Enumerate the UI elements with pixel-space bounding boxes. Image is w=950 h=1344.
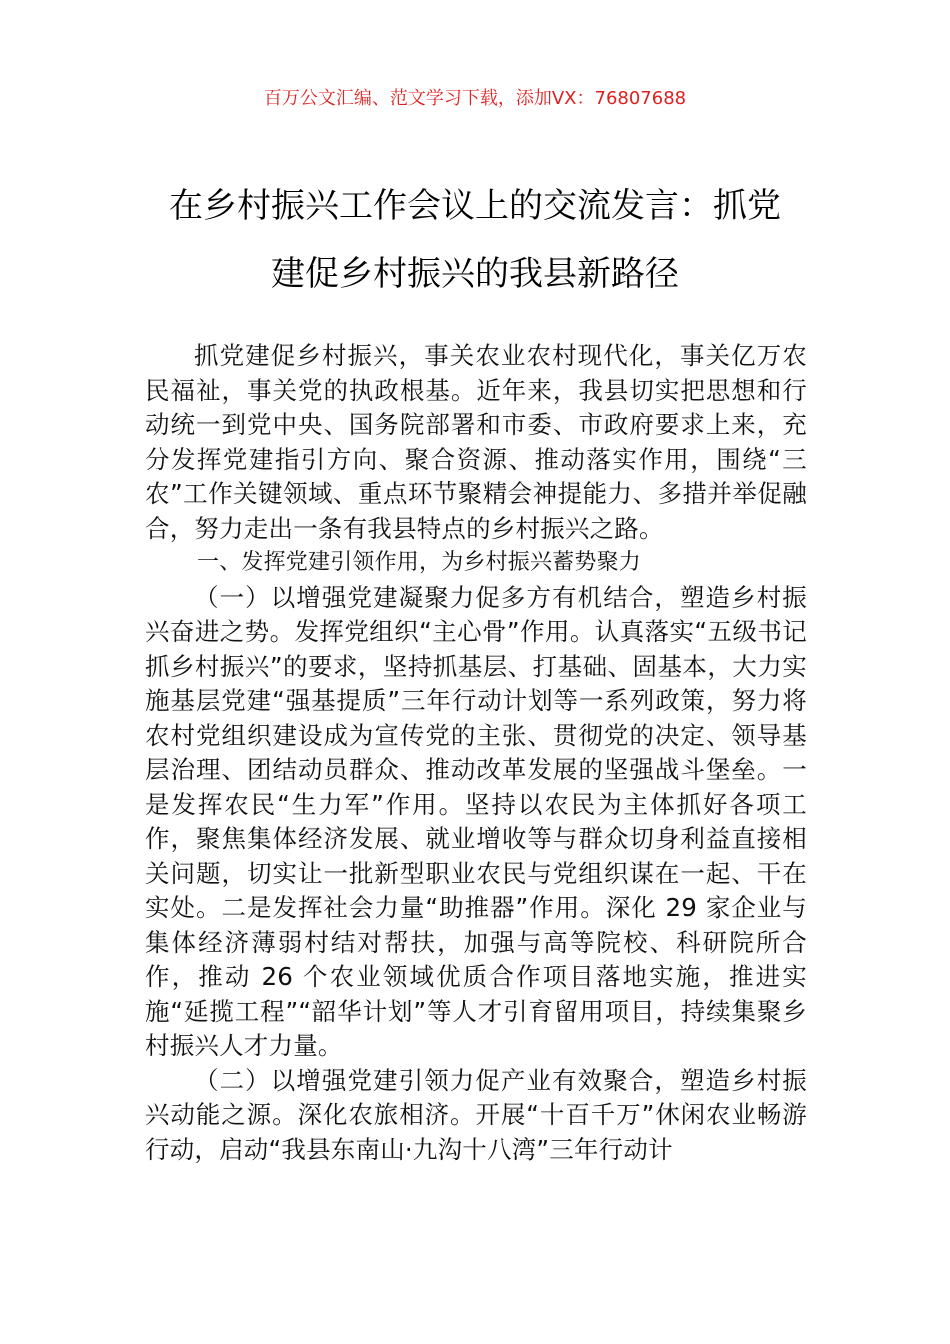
subsection-2-paragraph: （二）以增强党建引领力促产业有效聚合，塑造乡村振兴动能之源。深化农旅相济。开展“十百千万”休闲农业畅游行动，启动“我县东南山·九沟十八湾”三年行动计 [145, 1065, 807, 1164]
document-title-line-1: 在乡村振兴工作会议上的交流发言：抓党 [169, 186, 781, 226]
header-banner: 百万公文汇编、范文学习下载，添加VX：76807688 [263, 88, 687, 109]
section-heading: 一、发挥党建引领作用，为乡村振兴蓄势聚力 [197, 550, 642, 575]
intro-paragraph: 抓党建促乡村振兴，事关农业农村现代化，事关亿万农民福祉，事关党的执政根基。近年来，我县切实把思想和行动统一到党中央、国务院部署和市委、市政府要求上来，充分发挥党建指引方向、聚合资源、推动落实作用，围绕“三农”工作关键领域、重点环节聚精会神提能力、多措并举促融合，努力走出一条有我县特点的乡村振兴之路。 [145, 341, 807, 543]
document-body [145, 339, 807, 1167]
document-title [145, 172, 805, 308]
document-title-line-2: 建促乡村振兴的我县新路径 [271, 254, 679, 294]
subsection-1-paragraph: （一）以增强党建凝聚力促多方有机结合，塑造乡村振兴奋进之势。发挥党组织“主心骨”作用。认真落实“五级书记抓乡村振兴”的要求，坚持抓基层、打基础、固基本，大力实施基层党建“强基提质”三年行动计划等一系列政策，努力将农村党组织建设成为宣传党的主张、贯彻党的决定、领导基层治理、团结动员群众、推动改革发展的坚强战斗堡垒。一是发挥农民“生力军”作用。坚持以农民为主体抓好各项工作，聚焦集体经济发展、就业增收等与群众切身利益直接相关问题，切实让一批新型职业农民与党组织谋在一起、干在实处。二是发挥社会力量“助推器”作用。深化 29 家企业与集体经济薄弱村结对帮扶，加强与高等院校、科研院所合作，推动 26 个农业领域优质合作项目落地实施，推进实施“延揽工程”“韶华计划”等人才引育留用项目，持续集聚乡村振兴人才力量。 [145, 582, 807, 1060]
